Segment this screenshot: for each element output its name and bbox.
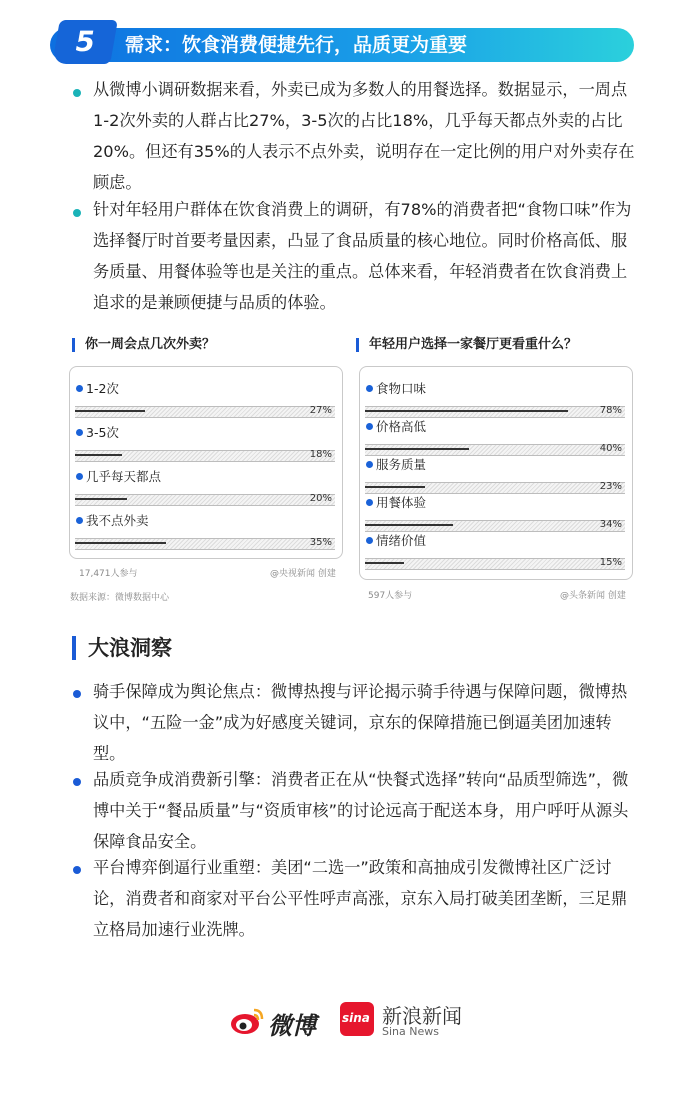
option-dot-icon <box>366 499 373 506</box>
option-text: 我不点外卖 <box>86 513 149 528</box>
sina-news-logo <box>340 1000 480 1040</box>
poll-bar-fill <box>365 410 568 412</box>
option-text: 用餐体验 <box>376 495 427 510</box>
poll-bar-fill <box>365 524 453 526</box>
poll-percent: 23% <box>599 481 622 492</box>
poll-bar-fill <box>75 542 166 544</box>
option-text: 服务质量 <box>376 457 427 472</box>
paragraph: 从微博小调研数据来看，外卖已成为多数人的用餐选择。数据显示，一周点1-2次外卖的人群占比27%，3-5次的占比18%，几乎每天都点外卖的占比20%。但还有35%的人表示不点外卖，说明存在一定比例的用户对外卖存在顾虑。 <box>93 80 635 192</box>
poll-option-label <box>76 423 119 441</box>
insight-heading: 大浪洞察 <box>72 636 172 660</box>
data-source: 数据来源：微博数据中心 <box>70 593 170 603</box>
poll-percent: 20% <box>309 493 332 504</box>
poll-bar-fill <box>75 454 122 456</box>
sina-news-en: Sina News <box>382 1025 439 1038</box>
option-dot-icon <box>76 429 83 436</box>
poll-option-label <box>366 493 426 511</box>
weibo-wordmark: 微博 <box>268 1012 316 1040</box>
poll-option-label <box>76 467 161 485</box>
option-dot-icon <box>366 461 373 468</box>
poll-percent: 40% <box>599 443 622 454</box>
poll-left-title: 你一周会点几次外卖？ <box>72 338 215 352</box>
poll-bar-fill <box>75 410 145 412</box>
poll-bar-track <box>75 450 335 462</box>
poll-percent: 34% <box>599 519 622 530</box>
sina-mark: sina <box>342 1011 370 1025</box>
poll-left-participants: 17,471人参与 <box>79 569 138 579</box>
sina-news-cn: 新浪新闻 <box>382 1004 462 1028</box>
poll-bar-track <box>75 538 335 550</box>
option-dot-icon <box>366 537 373 544</box>
paragraph: 针对年轻用户群体在饮食消费上的调研，有78%的消费者把“食物口味”作为选择餐厅时首要考量因素，凸显了食品质量的核心地位。同时价格高低、服务质量、用餐体验等也是关注的重点。总体来看，年轻消费者在饮食消费上追求的是兼顾便捷与品质的体验。 <box>93 200 632 312</box>
option-text: 价格高低 <box>376 419 427 434</box>
option-dot-icon <box>76 385 83 392</box>
poll-bar-track <box>365 558 625 570</box>
poll-bar-track <box>75 406 335 418</box>
poll-bar-fill <box>365 448 469 450</box>
poll-right-card <box>359 366 633 580</box>
option-text: 食物口味 <box>376 381 427 396</box>
poll-percent: 78% <box>599 405 622 416</box>
poll-percent: 15% <box>599 557 622 568</box>
poll-option-label <box>366 531 426 549</box>
option-dot-icon <box>76 473 83 480</box>
poll-bar-fill <box>75 498 127 500</box>
poll-right-title: 年轻用户选择一家餐厅更看重什么？ <box>356 338 577 352</box>
option-dot-icon <box>366 423 373 430</box>
bullet-dot <box>73 866 81 874</box>
bullet-dot <box>73 209 81 217</box>
insight-item: 骑手保障成为舆论焦点：微博热搜与评论揭示骑手待遇与保障问题，微博热议中，“五险一金”成为好感度关键词，京东的保障措施已倒逼美团加速转型。 <box>93 682 628 763</box>
poll-option-label <box>366 455 426 473</box>
weibo-logo <box>230 1004 330 1038</box>
poll-bar-fill <box>365 486 425 488</box>
poll-left-creator: @央视新闻 创建 <box>270 569 336 579</box>
option-text: 1-2次 <box>86 381 119 396</box>
option-dot-icon <box>76 517 83 524</box>
poll-bar-track <box>75 494 335 506</box>
bullet-dot <box>73 89 81 97</box>
poll-option-label <box>76 379 119 397</box>
section-title: 需求：饮食消费便捷先行，品质更为重要 <box>125 34 468 56</box>
poll-right-creator: @头条新闻 创建 <box>560 591 626 601</box>
poll-option-label <box>76 511 149 529</box>
insight-item: 平台博弈倒逼行业重塑：美团“二选一”政策和高抽成引发微博社区广泛讨论，消费者和商家对平台公平性呼声高涨，京东入局打破美团垄断，三足鼎立格局加速行业洗牌。 <box>93 858 628 939</box>
poll-right-participants: 597人参与 <box>368 591 413 601</box>
bullet-dot <box>73 690 81 698</box>
option-dot-icon <box>366 385 373 392</box>
poll-option-label <box>366 379 426 397</box>
weibo-eye-icon <box>230 1006 266 1036</box>
poll-percent: 18% <box>309 449 332 460</box>
poll-left-card <box>69 366 343 559</box>
section-number: 5 <box>52 20 118 64</box>
bullet-dot <box>73 778 81 786</box>
poll-option-label <box>366 417 426 435</box>
poll-percent: 35% <box>309 537 332 548</box>
option-text: 几乎每天都点 <box>86 469 162 484</box>
poll-bar-fill <box>365 562 404 564</box>
poll-percent: 27% <box>309 405 332 416</box>
option-text: 情绪价值 <box>376 533 427 548</box>
insight-item: 品质竞争成消费新引擎：消费者正在从“快餐式选择”转向“品质型筛选”，微博中关于“餐品质量”与“资质审核”的讨论远高于配送本身，用户呼吁从源头保障食品安全。 <box>93 770 629 851</box>
option-text: 3-5次 <box>86 425 119 440</box>
